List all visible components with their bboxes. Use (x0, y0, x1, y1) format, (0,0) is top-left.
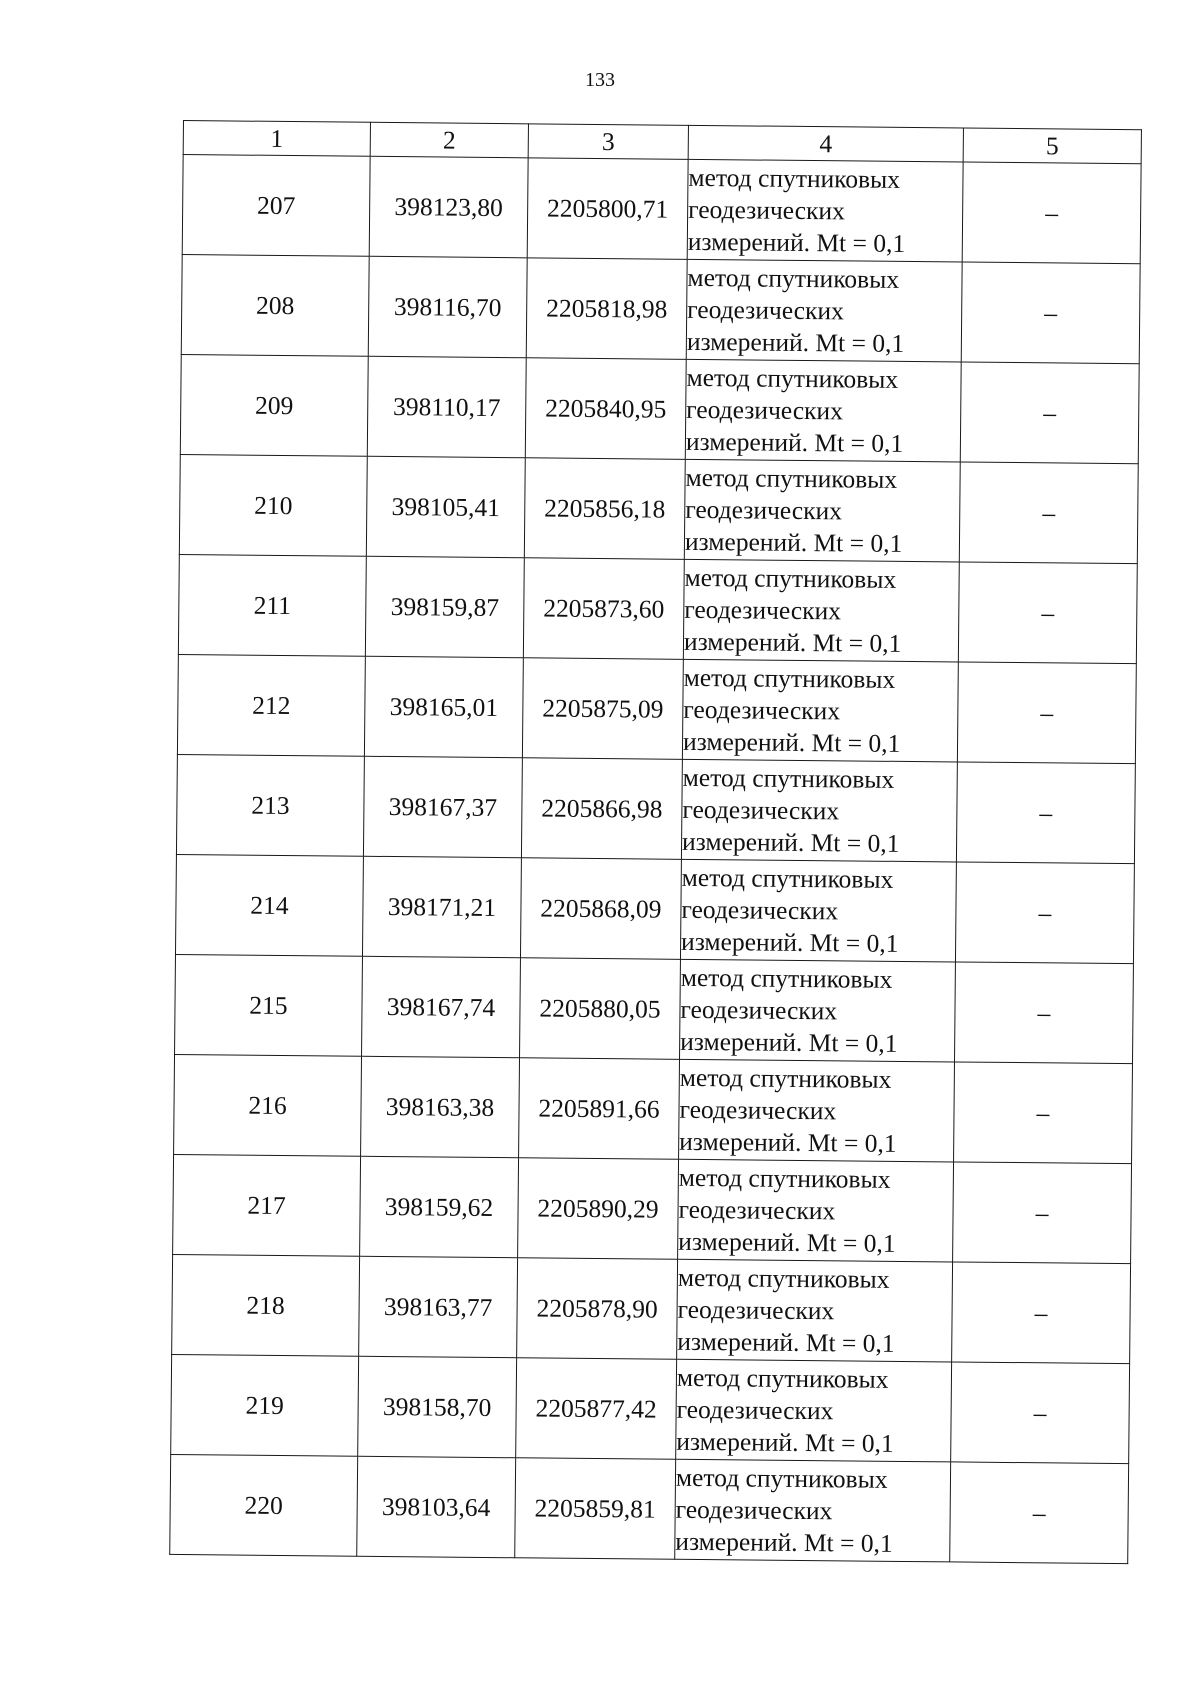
table-row (173, 1154, 1132, 1263)
table-row (174, 1054, 1133, 1163)
x-coordinate-cell: 398163,38 (361, 1056, 520, 1158)
x-coordinate-cell: 398167,37 (363, 756, 522, 858)
method-line: метод спутниковых (683, 662, 896, 694)
y-coordinate-cell: 2205877,42 (516, 1358, 677, 1460)
method-line: измерений. Mt = 0,1 (683, 626, 902, 658)
table-row (171, 1354, 1130, 1463)
y-coordinate-cell: 2205878,90 (517, 1258, 678, 1360)
method-cell (678, 1159, 954, 1262)
table-row (176, 754, 1135, 863)
method-line: метод спутниковых (684, 562, 897, 594)
method-line: метод спутниковых (682, 762, 895, 794)
method-line: геодезических (684, 594, 842, 625)
column-header: 3 (528, 124, 688, 160)
x-coordinate-cell: 398116,70 (368, 256, 527, 358)
x-coordinate-cell: 398171,21 (362, 856, 521, 958)
method-line: метод спутниковых (681, 862, 894, 894)
note-cell: – (961, 262, 1140, 364)
method-line: метод спутниковых (679, 1062, 892, 1094)
method-cell (679, 1059, 955, 1162)
note-cell: – (955, 862, 1134, 964)
method-line: геодезических (677, 1294, 835, 1325)
note-cell: – (951, 1362, 1130, 1464)
method-line: геодезических (686, 394, 844, 425)
method-line: геодезических (682, 794, 840, 825)
method-line: измерений. Mt = 0,1 (680, 1026, 898, 1058)
coordinates-sheet (169, 120, 1141, 1564)
point-number-cell: 213 (176, 754, 364, 856)
table-row (177, 654, 1136, 763)
method-line: измерений. Mt = 0,1 (679, 1126, 897, 1158)
y-coordinate-cell: 2205880,05 (520, 958, 681, 1060)
method-line: метод спутниковых (686, 362, 899, 394)
method-cell (686, 259, 962, 362)
page-number: 133 (585, 69, 615, 91)
y-coordinate-cell: 2205800,71 (527, 158, 688, 260)
table-row (181, 254, 1140, 363)
note-cell: – (958, 562, 1137, 664)
point-number-cell: 212 (177, 654, 365, 756)
method-cell (682, 659, 958, 762)
point-number-cell: 214 (175, 854, 363, 956)
method-line: метод спутниковых (685, 462, 898, 494)
y-coordinate-cell: 2205840,95 (525, 358, 686, 460)
method-cell (681, 759, 957, 862)
point-number-cell: 215 (175, 954, 363, 1056)
method-line: геодезических (675, 1494, 833, 1525)
coordinates-table (169, 120, 1142, 1564)
point-number-cell: 216 (174, 1054, 362, 1156)
x-coordinate-cell: 398105,41 (366, 456, 525, 558)
method-line: метод спутниковых (678, 1162, 891, 1194)
x-coordinate-cell: 398165,01 (364, 656, 523, 758)
method-line: геодезических (683, 694, 841, 725)
y-coordinate-cell: 2205890,29 (518, 1158, 679, 1260)
method-line: измерений. Mt = 0,1 (682, 726, 901, 758)
method-line: геодезических (678, 1194, 836, 1225)
method-line: геодезических (685, 494, 843, 525)
method-line: геодезических (687, 294, 845, 325)
point-number-cell: 210 (179, 454, 367, 556)
method-line: метод спутниковых (677, 1262, 890, 1294)
point-number-cell: 209 (180, 354, 368, 456)
x-coordinate-cell: 398159,62 (360, 1156, 519, 1258)
method-cell (677, 1259, 953, 1362)
point-number-cell: 208 (181, 254, 369, 356)
table-row (180, 354, 1139, 463)
method-line: измерений. Mt = 0,1 (681, 826, 900, 858)
method-cell (685, 359, 961, 462)
table-body (170, 155, 1141, 1564)
x-coordinate-cell: 398123,80 (369, 156, 528, 258)
point-number-cell: 219 (171, 1354, 359, 1456)
method-line: измерений. Mt = 0,1 (684, 526, 903, 558)
table-row (182, 155, 1141, 264)
method-line: геодезических (679, 1094, 837, 1125)
method-line: геодезических (680, 994, 838, 1025)
table-row (178, 554, 1137, 663)
x-coordinate-cell: 398110,17 (367, 356, 526, 458)
y-coordinate-cell: 2205856,18 (524, 458, 685, 560)
method-cell (687, 159, 963, 262)
x-coordinate-cell: 398103,64 (357, 1456, 516, 1558)
method-line: метод спутниковых (676, 1362, 889, 1394)
x-coordinate-cell: 398158,70 (358, 1356, 517, 1458)
method-cell (683, 559, 959, 662)
table-row (170, 1454, 1129, 1563)
column-header: 5 (963, 128, 1141, 164)
method-line: метод спутниковых (680, 962, 893, 994)
point-number-cell: 217 (173, 1154, 361, 1256)
point-number-cell: 220 (170, 1454, 358, 1556)
y-coordinate-cell: 2205891,66 (519, 1058, 680, 1160)
note-cell: – (956, 762, 1135, 864)
x-coordinate-cell: 398163,77 (359, 1256, 518, 1358)
method-line: измерений. Mt = 0,1 (687, 226, 906, 258)
method-cell (684, 459, 960, 562)
method-cell (680, 859, 956, 962)
note-cell: – (962, 162, 1141, 264)
method-line: геодезических (681, 894, 839, 925)
x-coordinate-cell: 398159,87 (365, 556, 524, 658)
method-cell (676, 1359, 952, 1462)
method-line: метод спутниковых (688, 162, 901, 194)
method-line: измерений. Mt = 0,1 (686, 326, 905, 358)
table-row (179, 454, 1138, 563)
note-cell: – (957, 662, 1136, 764)
y-coordinate-cell: 2205859,81 (515, 1458, 676, 1560)
note-cell: – (950, 1462, 1129, 1564)
point-number-cell: 207 (182, 155, 370, 257)
y-coordinate-cell: 2205873,60 (523, 558, 684, 660)
y-coordinate-cell: 2205866,98 (521, 758, 682, 860)
method-cell (675, 1459, 951, 1562)
table-row (175, 854, 1134, 963)
column-header: 4 (688, 125, 963, 162)
method-line: метод спутниковых (675, 1462, 888, 1494)
note-cell: – (954, 962, 1133, 1064)
method-line: измерений. Mt = 0,1 (677, 1326, 895, 1358)
y-coordinate-cell: 2205818,98 (526, 258, 687, 360)
y-coordinate-cell: 2205875,09 (522, 658, 683, 760)
method-line: измерений. Mt = 0,1 (678, 1226, 896, 1258)
note-cell: – (959, 462, 1138, 564)
method-line: измерений. Mt = 0,1 (675, 1526, 893, 1558)
method-line: измерений. Mt = 0,1 (676, 1426, 894, 1458)
point-number-cell: 218 (172, 1254, 360, 1356)
note-cell: – (952, 1262, 1131, 1364)
note-cell: – (953, 1162, 1132, 1264)
column-header: 2 (370, 122, 528, 158)
method-cell (680, 959, 956, 1062)
y-coordinate-cell: 2205868,09 (520, 858, 681, 960)
method-line: геодезических (676, 1394, 834, 1425)
column-header: 1 (183, 121, 370, 157)
table-row (172, 1254, 1131, 1363)
x-coordinate-cell: 398167,74 (362, 956, 521, 1058)
note-cell: – (954, 1062, 1133, 1164)
method-line: измерений. Mt = 0,1 (681, 926, 899, 958)
method-line: геодезических (688, 194, 845, 225)
point-number-cell: 211 (178, 554, 366, 656)
method-line: метод спутниковых (687, 262, 900, 294)
table-row (175, 954, 1134, 1063)
method-line: измерений. Mt = 0,1 (685, 426, 904, 458)
note-cell: – (960, 362, 1139, 464)
